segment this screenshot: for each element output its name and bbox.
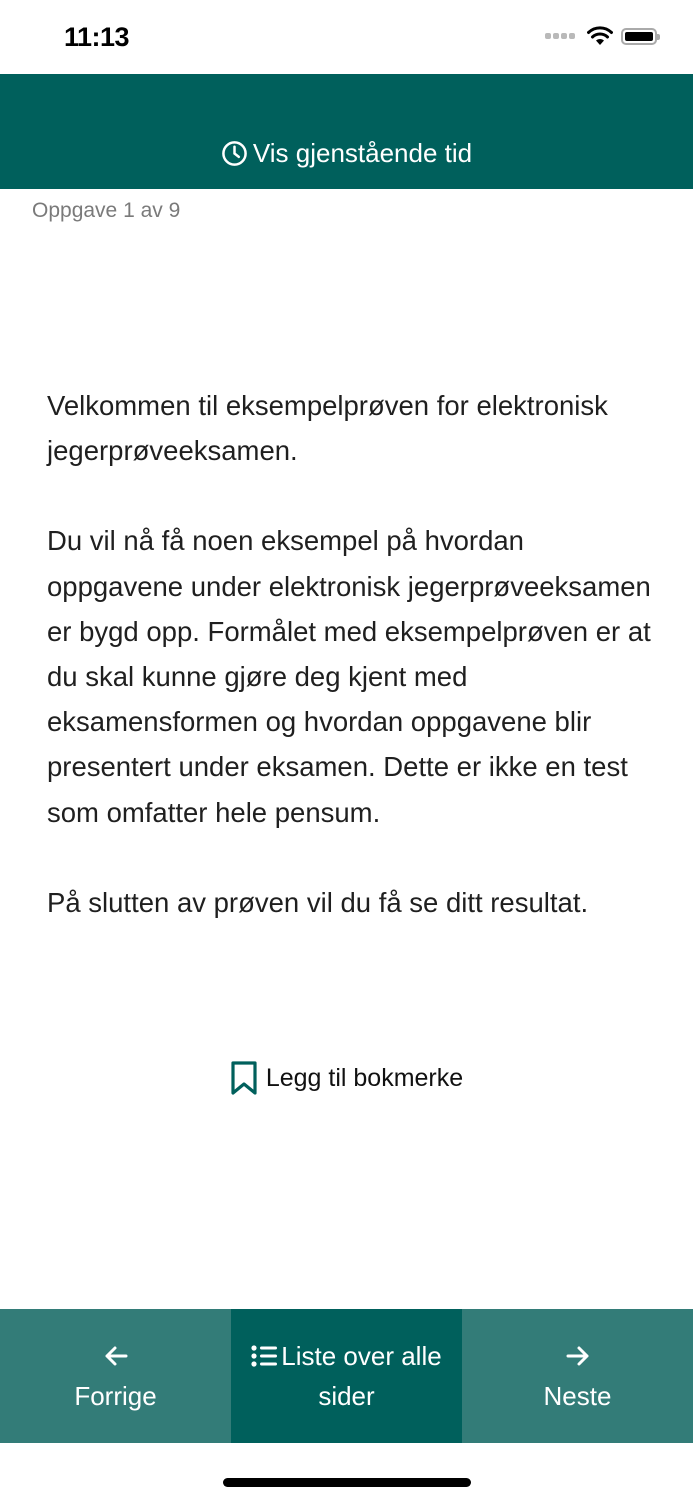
bottom-navigation bbox=[0, 1309, 693, 1443]
next-label: Neste bbox=[543, 1381, 612, 1411]
previous-button[interactable] bbox=[0, 1309, 231, 1443]
previous-label: Forrige bbox=[74, 1381, 157, 1411]
intro-paragraph: Du vil nå få noen eksempel på hvordan oppgavene under elektronisk jegerprøveeksamen er bygd opp. Formålet med eksempelprøven er at du skal kunne gjøre deg kjent med eksamensformen og hvordan oppgavene blir presentert under eksamen. Dette er ikke en test som omfatter hele pensum. bbox=[47, 525, 651, 828]
intro-paragraph: På slutten av prøven vil du få se ditt resultat. bbox=[47, 886, 589, 918]
question-progress: Oppgave 1 av 9 bbox=[32, 199, 181, 222]
show-remaining-time-button[interactable] bbox=[221, 138, 472, 169]
status-bar bbox=[0, 0, 693, 74]
arrow-left-icon bbox=[103, 1344, 129, 1368]
add-bookmark-label: Legg til bokmerke bbox=[265, 1063, 464, 1092]
intro-text bbox=[47, 383, 657, 970]
intro-paragraph: Velkommen til eksempelprøven for elektronisk jegerprøveeksamen. bbox=[47, 390, 608, 467]
show-remaining-time-label: Vis gjenstående tid bbox=[252, 138, 473, 168]
clock-icon bbox=[221, 140, 248, 167]
wifi-icon bbox=[587, 26, 613, 46]
arrow-right-icon bbox=[565, 1344, 591, 1368]
battery-icon bbox=[621, 28, 657, 45]
status-time: 11:13 bbox=[64, 22, 130, 52]
list-all-pages-label: Liste over alle sider bbox=[281, 1341, 442, 1411]
home-indicator[interactable] bbox=[223, 1478, 471, 1487]
add-bookmark-button[interactable] bbox=[0, 1060, 693, 1096]
cellular-signal-icon bbox=[545, 33, 575, 39]
bookmark-icon bbox=[230, 1060, 258, 1096]
list-all-pages-button[interactable] bbox=[231, 1309, 462, 1443]
header-bar bbox=[0, 74, 693, 189]
next-button[interactable] bbox=[462, 1309, 693, 1443]
list-icon bbox=[251, 1345, 277, 1367]
status-icons bbox=[545, 26, 657, 46]
